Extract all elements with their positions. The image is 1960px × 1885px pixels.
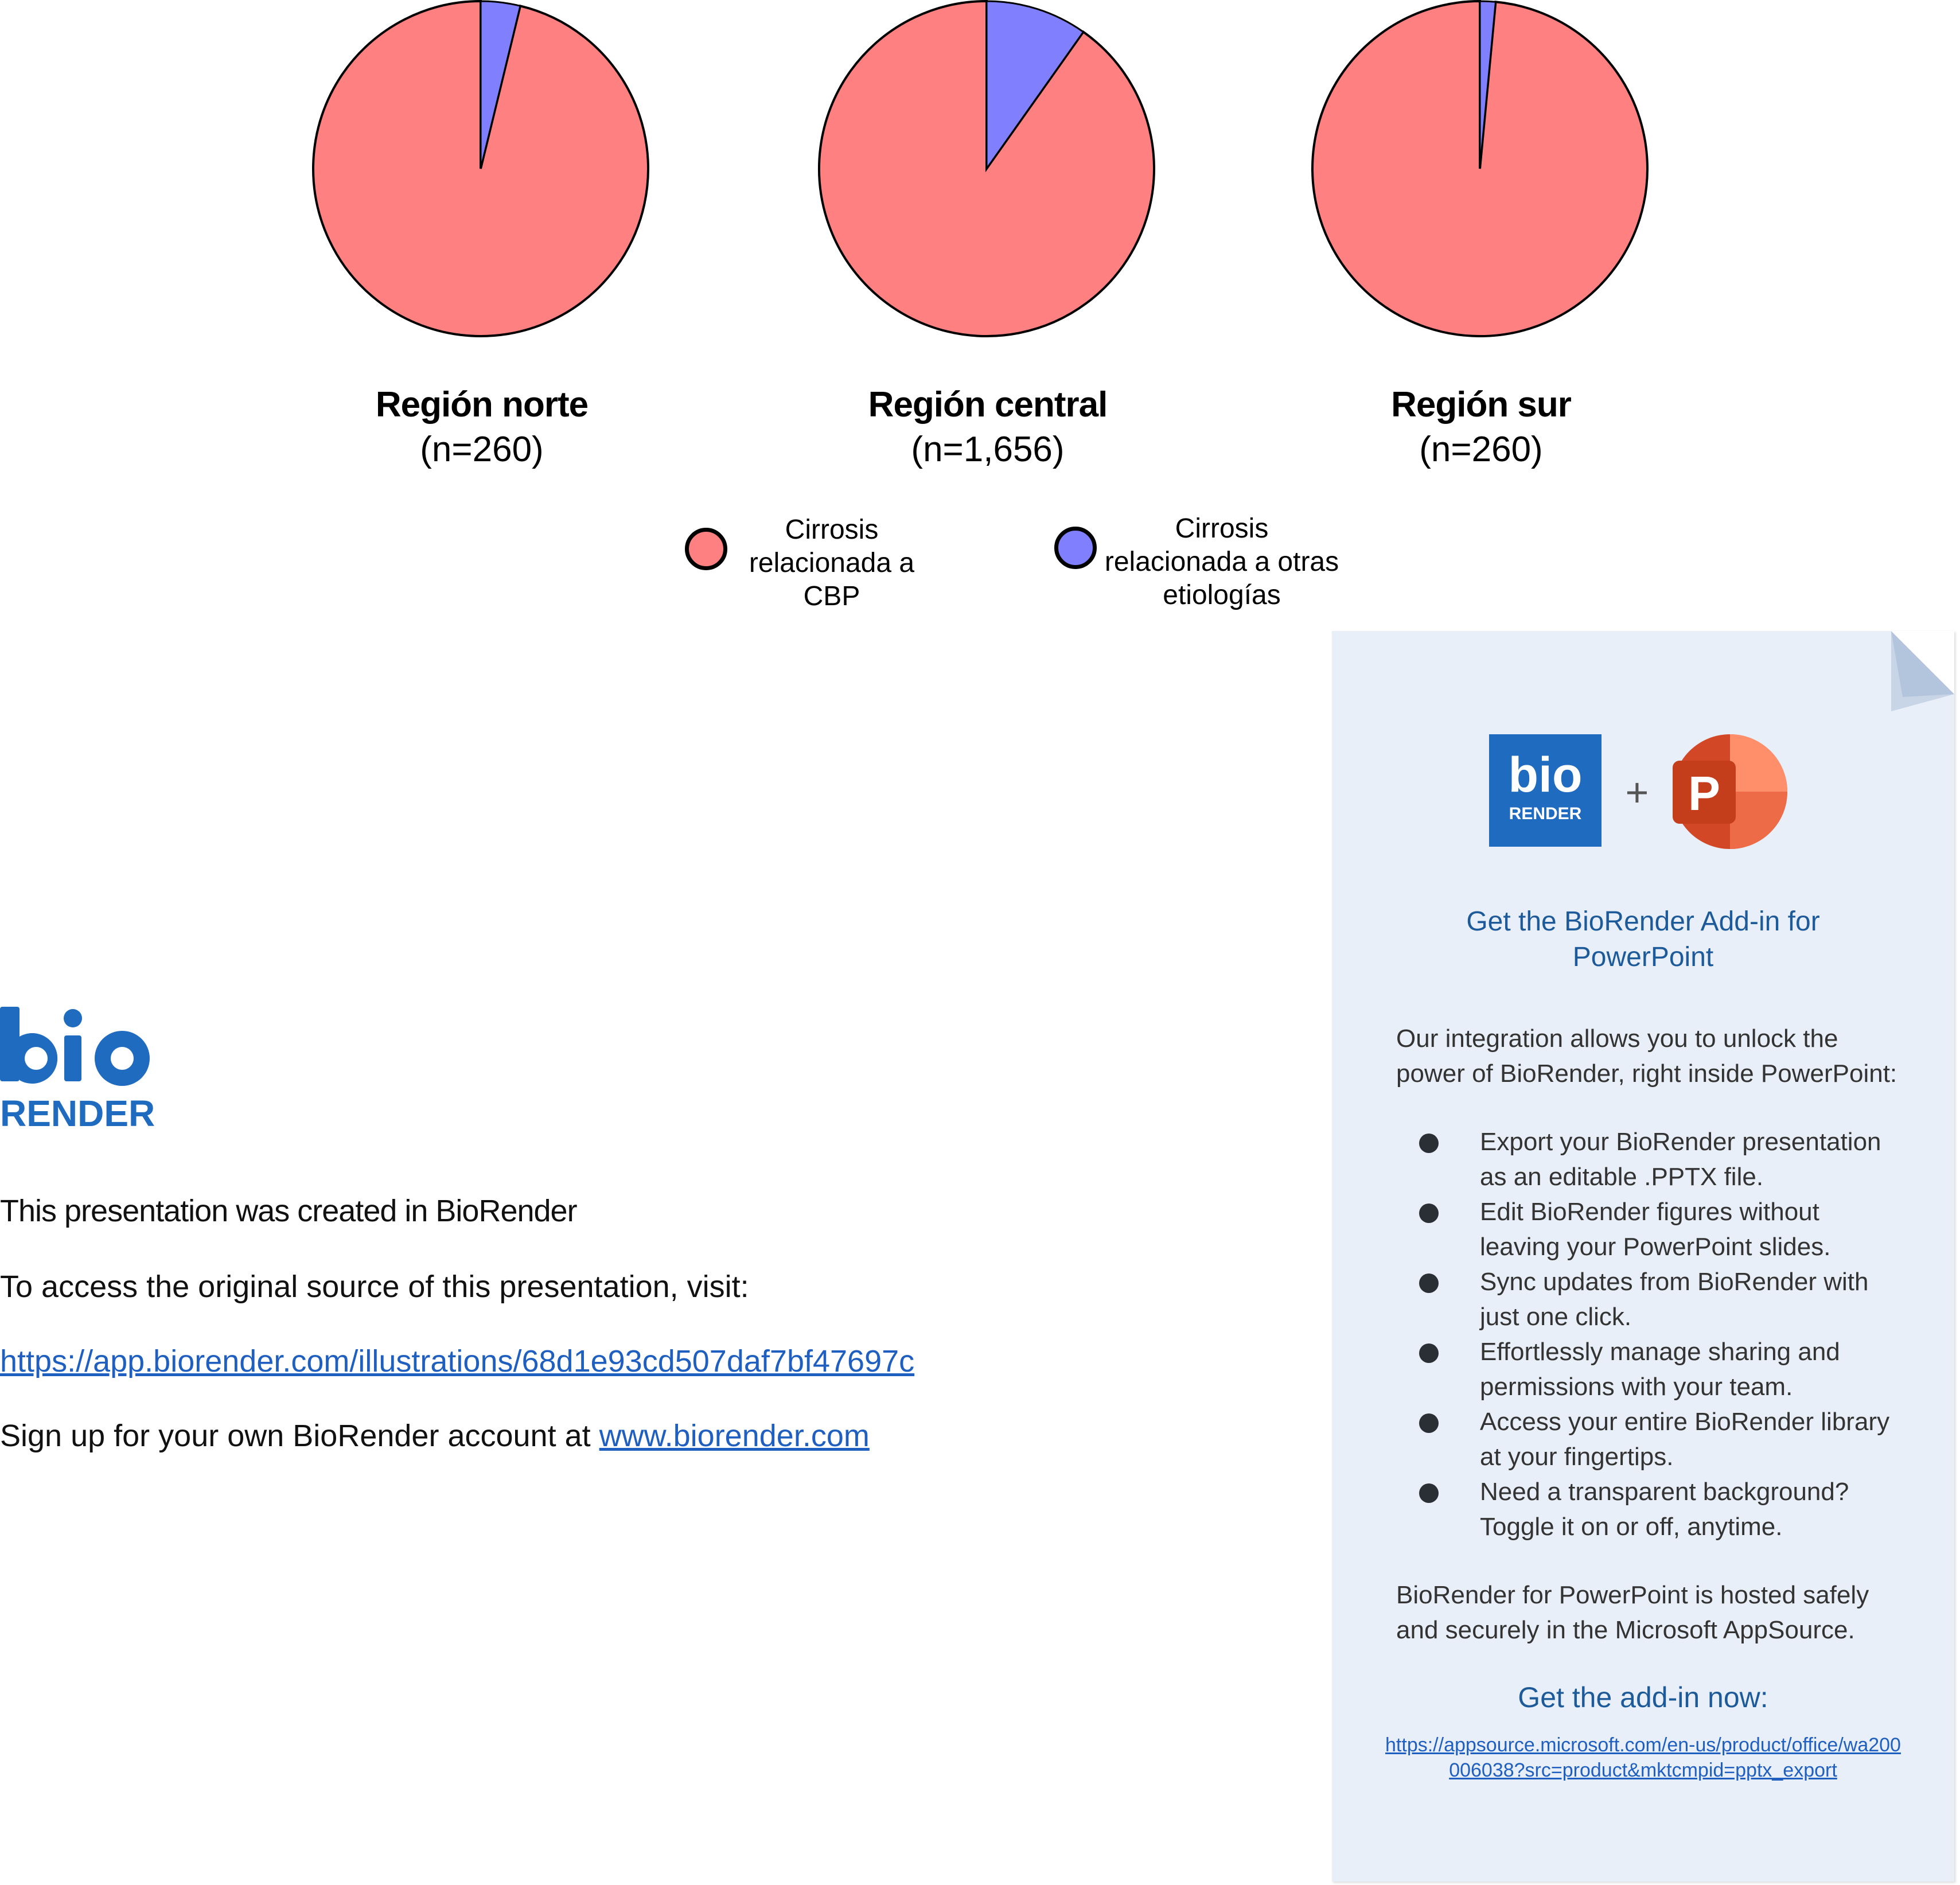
biorender-logo <box>0 1001 155 1133</box>
pie-subtitle-sur: (n=260) <box>1419 430 1543 469</box>
signup-prefix: Sign up for your own BioRender account at <box>0 1419 599 1453</box>
list-item: Access your entire BioRender library at your fingertips. <box>1395 1404 1911 1474</box>
addin-features-list <box>1395 1124 1911 1544</box>
list-item: Edit BioRender figures without leaving your PowerPoint slides. <box>1395 1194 1911 1264</box>
list-item: Export your BioRender presentation as an editable .PPTX file. <box>1395 1124 1911 1194</box>
svg-text:P: P <box>1688 766 1721 820</box>
access-source-text: To access the original source of this presentation, visit: <box>0 1269 749 1304</box>
pie-title-norte: Región norte <box>375 385 589 424</box>
biorender-logo-text: RENDER <box>0 1093 155 1133</box>
pie-subtitle-norte: (n=260) <box>420 430 544 469</box>
biorender-app-icon-text: bio <box>1508 747 1583 803</box>
plus-icon: + <box>1625 770 1649 815</box>
list-item: Need a transparent background? Toggle it on or off, anytime. <box>1395 1474 1911 1544</box>
pie-charts <box>0 0 1960 631</box>
addin-heading: Get the BioRender Add-in for PowerPoint <box>1466 906 1820 972</box>
bullet-icon <box>1419 1483 1439 1503</box>
illustration-url-link[interactable]: https://app.biorender.com/illustrations/68d1e93cd507daf7bf47697c <box>0 1344 915 1378</box>
biorender-website-link[interactable]: www.biorender.com <box>599 1419 870 1453</box>
biorender-app-icon-subtext: RENDER <box>1509 804 1582 823</box>
bullet-icon <box>1419 1413 1439 1433</box>
addin-hosted-text: BioRender for PowerPoint is hosted safely and securely in the Microsoft AppSource. <box>1396 1581 1869 1644</box>
bullet-icon <box>1419 1204 1439 1223</box>
get-addin-heading: Get the add-in now: <box>1518 1681 1768 1713</box>
pie-chart-canvas <box>0 0 1960 402</box>
pie-title-sur: Región sur <box>1391 385 1571 424</box>
pie-subtitle-central: (n=1,656) <box>911 430 1065 469</box>
legend-label-otras: Cirrosis relacionada a otras etiologías <box>1104 513 1339 610</box>
page-fold-icon <box>1891 631 1954 711</box>
bullet-icon <box>1419 1343 1439 1363</box>
powerpoint-icon <box>1673 734 1787 849</box>
legend-label-cbp: Cirrosis relacionada a CBP <box>749 515 915 612</box>
pie-title-central: Región central <box>868 385 1108 424</box>
appsource-link[interactable]: https://appsource.microsoft.com/en-us/product/office/wa200006038?src=product&mktcmpid=pptx_export <box>1385 1734 1901 1781</box>
bullet-icon <box>1419 1134 1439 1153</box>
created-in-biorender: This presentation was created in BioRender <box>0 1194 577 1228</box>
powerpoint-addin-panel <box>1332 631 1954 1882</box>
addin-logos <box>1489 734 1799 860</box>
list-item: Effortlessly manage sharing and permissions with your team. <box>1395 1334 1911 1404</box>
signup-text <box>0 1418 870 1454</box>
addin-intro: Our integration allows you to unlock the power of BioRender, right inside PowerPoint: <box>1396 1025 1897 1088</box>
list-item: Sync updates from BioRender with just one click. <box>1395 1264 1911 1334</box>
bullet-icon <box>1419 1273 1439 1293</box>
